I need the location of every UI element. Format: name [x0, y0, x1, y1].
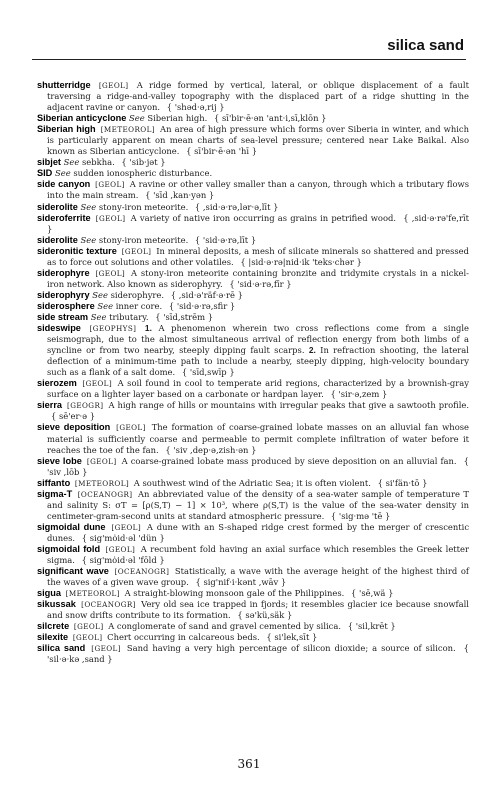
entry-list [37, 80, 469, 665]
entry-headword: siderosphere [37, 300, 95, 311]
entry-pronunciation: { 'sid·ə·rə,sfir } [168, 300, 236, 311]
entry-definition: A ravine or other valley smaller than a canyon, through which a tributary flows into the main stream. [47, 179, 469, 201]
entry-pronunciation: { sig'mȯid·əl 'dün } [81, 532, 165, 543]
entry-pronunciation: { ,sid·ə·rə,lər·ə,līt } [194, 201, 279, 212]
entry-subject-label: [OCEANOGR] [77, 489, 133, 499]
entry-see-reference: See [55, 168, 71, 179]
entry-headword: sibjet [37, 157, 61, 168]
entry-headword: sieve deposition [37, 422, 111, 433]
entry-pronunciation: { 'sir·ə,zem } [330, 389, 388, 400]
entry-definition: A coarse-grained lobate mass produced by sieve deposition on an alluvial fan. [121, 455, 457, 466]
entry-definition: stony-iron meteorite. [98, 234, 189, 245]
entry-headword: Siberian high [37, 124, 96, 135]
entry-pronunciation: { ,sid·ə'räf·ə·rē } [170, 289, 243, 300]
dictionary-entry [37, 456, 469, 478]
entry-headword: siderophyry [37, 289, 90, 300]
entry-headword: sideronitic texture [37, 245, 117, 256]
entry-headword: sieve lobe [37, 455, 82, 466]
dictionary-entry [37, 400, 469, 422]
entry-sense-number: 1. [144, 323, 152, 334]
dictionary-entry [37, 378, 469, 400]
entry-see-reference: See [63, 157, 80, 168]
entry-headword: sierra [37, 400, 63, 411]
entry-headword: sikussak [37, 599, 76, 610]
entry-definition: A conglomerate of sand and gravel cemented by silica. [108, 621, 342, 632]
entry-headword: side canyon [37, 179, 91, 190]
entry-subject-label: [GEOL] [95, 213, 126, 223]
running-head: silica sand [387, 37, 464, 54]
entry-headword: sigua [37, 588, 61, 599]
entry-definition: Siberian high. [147, 113, 208, 124]
entry-definition: inner core. [115, 300, 163, 311]
entry-subject-label: [GEOL] [98, 81, 129, 90]
dictionary-entry [37, 290, 469, 301]
dictionary-entry [37, 246, 469, 268]
dictionary-entry [37, 268, 469, 290]
dictionary-entry [37, 213, 469, 235]
entry-definition: An area of high pressure which forms over Siberia in winter, and which is particularly apparent on mean charts of sea-level pressure; centered near Lake Baikal. Also known as Siberian anticyclone. [47, 124, 469, 157]
entry-pronunciation: { 'siv ,dep·ə,zish·ən } [165, 444, 257, 455]
entry-pronunciation: { sī'bir·ē·ən 'hī } [186, 146, 258, 157]
entry-pronunciation: { 'sīd,strēm } [155, 311, 214, 322]
dictionary-entry [37, 522, 469, 544]
entry-headword: silexite [37, 632, 69, 643]
entry-definition: A southwest wind of the Adriatic Sea; it is often violent. [133, 477, 371, 488]
entry-see-reference: See [80, 234, 97, 245]
entry-headword: sierozem [37, 378, 77, 389]
entry-pronunciation: { 'sib·jət } [121, 157, 166, 168]
entry-pronunciation: { sə'kü,säk } [237, 610, 293, 621]
entry-definition: A soil found in cool to temperate arid regions, characterized by a brownish-gray surface on a lighter layer based on a carbonate or hardpan layer. [47, 378, 469, 400]
entry-subject-label: [METEOROL] [74, 478, 130, 488]
entry-pronunciation: { si'fän·tō } [377, 477, 428, 488]
entry-headword: sideswipe [37, 323, 81, 334]
entry-pronunciation: { 'sē,wä } [351, 588, 394, 599]
entry-definition: A straight-blowing monsoon gale of the Philippines. [124, 588, 345, 599]
entry-definition: A variety of native iron occurring as grains in petrified wood. [130, 212, 397, 223]
header-rule [32, 59, 466, 60]
entry-definition: Sand having a very high percentage of silicon dioxide; a source of silicon. [126, 643, 456, 654]
entry-subject-label: [GEOPHYS] [89, 324, 137, 334]
entry-pronunciation: { sē'er·ə } [51, 411, 96, 422]
dictionary-entry [37, 168, 469, 179]
entry-subject-label: [GEOL] [73, 622, 104, 632]
entry-headword: sigmoidal dune [37, 521, 106, 532]
entry-subject-label: [GEOL] [86, 456, 117, 466]
dictionary-entry [37, 157, 469, 168]
entry-definition: In refraction shooting, the lateral deflection of a minimum-time path to include a nearby, steeply dipping, high-velocity boundary such as a flank of a salt dome. [47, 345, 469, 378]
entry-definition: stony-iron meteorite. [98, 201, 189, 212]
dictionary-entry [37, 301, 469, 312]
dictionary-entry [37, 113, 469, 124]
entry-pronunciation: { sig'mȯid·əl 'fōld } [81, 555, 165, 566]
entry-subject-label: [GEOL] [95, 180, 125, 190]
entry-headword: siderolite [37, 201, 78, 212]
dictionary-entry [37, 202, 469, 213]
page-number: 361 [237, 757, 261, 771]
dictionary-entry [37, 632, 469, 643]
entry-headword: siffanto [37, 477, 71, 488]
entry-pronunciation: { 'sil·ə·kə ,sand } [47, 643, 469, 665]
entry-definition: Chert occurring in calcareous beds. [107, 632, 260, 643]
entry-definition: In mineral deposits, a mesh of silicate minerals so shattered and pressed as to force out solutions and other volatiles. [47, 245, 469, 267]
entry-subject-label: [GEOL] [72, 633, 103, 643]
entry-subject-label: [GEOL] [116, 423, 146, 433]
entry-pronunciation: { sig'nif·i·kənt ,wāv } [195, 577, 287, 588]
entry-pronunciation: { 'siv ,lōb } [47, 455, 469, 477]
entry-headword: side stream [37, 311, 89, 322]
entry-pronunciation: { 'sīd,swīp } [181, 367, 235, 378]
entry-subject-label: [METEOROL] [100, 125, 155, 135]
entry-subject-label: [GEOL] [82, 379, 113, 389]
entry-headword: siderophyre [37, 267, 90, 278]
entry-definition: A phenomenon wherein two cross reflections come from a single seismograph, due to the almost simultaneous arrival of reflection energy from both limbs of a syncline or from two nearby, steeply dipping fault scarps. [47, 323, 469, 356]
dictionary-entry [37, 312, 469, 323]
dictionary-entry [37, 323, 469, 378]
entry-subject-label: [GEOL] [111, 522, 142, 532]
entry-headword: shutterridge [37, 80, 91, 90]
entry-definition: sudden ionospheric disturbance. [73, 168, 213, 179]
entry-pronunciation: { 'sid·ə·rə,līt } [194, 234, 257, 245]
entry-definition: The formation of coarse-grained lobate masses on an alluvial fan whose material is sufficiently coarse and permeable to permit complete infiltration of water before it reaches the toe of the fan. [47, 422, 469, 455]
entry-subject-label: [GEOL] [105, 544, 136, 554]
entry-definition: Statistically, a wave with the average height of the highest third of the waves of a given wave group. [47, 566, 469, 588]
entry-subject-label: [GEOL] [91, 644, 121, 654]
entry-headword: significant wave [37, 566, 109, 577]
dictionary-entry [37, 489, 469, 522]
dictionary-entry [37, 643, 469, 665]
entry-definition: Very old sea ice trapped in fjords; it resembles glacier ice because snowfall and snow drifts contribute to its formation. [47, 599, 469, 621]
dictionary-entry [37, 80, 469, 113]
entry-see-reference: See [90, 311, 107, 322]
entry-definition: tributary. [109, 311, 149, 322]
entry-definition: An abbreviated value of the density of a sea-water sample of temperature T and salinity S: σT = [ρ(S,T) − 1] × 10³, where ρ(S,T) is the value of the sea-water density in centimeter-gram-second units at standard atmospheric pressure. [47, 488, 469, 521]
dictionary-entry [37, 478, 469, 489]
entry-see-reference: See [129, 113, 145, 124]
entry-headword: silcrete [37, 621, 70, 632]
dictionary-entry [37, 422, 469, 455]
entry-headword: siderolite [37, 234, 78, 245]
entry-definition: A high range of hills or mountains with irregular peaks that give a sawtooth profile. [108, 400, 469, 411]
entry-headword: Siberian anticyclone [37, 113, 127, 124]
entry-pronunciation: { 'shəd·ə,rij } [166, 102, 225, 113]
entry-see-reference: See [92, 289, 108, 300]
dictionary-entry [37, 588, 469, 599]
dictionary-entry [37, 599, 469, 621]
dictionary-entry [37, 124, 469, 157]
entry-pronunciation: { si'lek,sīt } [266, 632, 318, 643]
dictionary-entry [37, 179, 469, 201]
dictionary-entry [37, 621, 469, 632]
entry-definition: A dune with an S-shaped ridge crest formed by the merger of crescentic dunes. [47, 521, 470, 543]
entry-see-reference: See [97, 300, 114, 311]
entry-pronunciation: { 'sid·ə·rə,fīr } [229, 278, 292, 289]
entry-definition: siderophyre. [110, 289, 165, 300]
entry-definition: A recumbent fold having an axial surface which resembles the Greek letter sigma. [47, 543, 469, 566]
dictionary-entry [37, 235, 469, 246]
entry-subject-label: [OCEANOGR] [81, 600, 136, 610]
entry-pronunciation: { 'sīd ,kan·yən } [145, 190, 215, 201]
entry-sense-number: 2. [308, 345, 316, 356]
entry-headword: silica sand [37, 643, 86, 654]
entry-subject-label: [GEOL] [95, 268, 126, 278]
entry-subject-label: [GEOL] [121, 246, 152, 256]
entry-subject-label: [METEOROL] [65, 589, 120, 599]
entry-headword: sigma-T [37, 488, 73, 499]
entry-see-reference: See [80, 201, 97, 212]
entry-pronunciation: { ,sid·ə·rə'fe,rīt } [47, 212, 469, 234]
dictionary-entry [37, 544, 469, 566]
entry-definition: sebkha. [82, 157, 115, 168]
entry-definition: A ridge formed by vertical, lateral, or oblique displacement of a fault traversing a ridge-and-valley topography with the displaced part of a ridge shutting in the adjacent ravine or canyon. [47, 80, 469, 113]
entry-pronunciation: { 'sil,krēt } [347, 621, 396, 632]
entry-subject-label: [GEOGR] [67, 401, 104, 411]
entry-headword: sigmoidal fold [37, 543, 101, 554]
entry-headword: SID [37, 168, 53, 179]
entry-definition: A stony-iron meteorite containing bronzite and tridymite crystals in a nickel-iron network. Also known as siderophyry. [47, 267, 469, 289]
entry-pronunciation: { sī'bir·ē·ən 'ant·i,sī,klōn } [214, 113, 327, 124]
entry-subject-label: [OCEANOGR] [114, 567, 170, 577]
entry-pronunciation: { 'sig·mə 'tē } [330, 510, 391, 521]
entry-pronunciation: { |sid·ə·rə|nid·ik 'teks·chər } [240, 256, 362, 267]
dictionary-entry [37, 566, 469, 588]
entry-headword: sideroferrite [37, 212, 91, 223]
